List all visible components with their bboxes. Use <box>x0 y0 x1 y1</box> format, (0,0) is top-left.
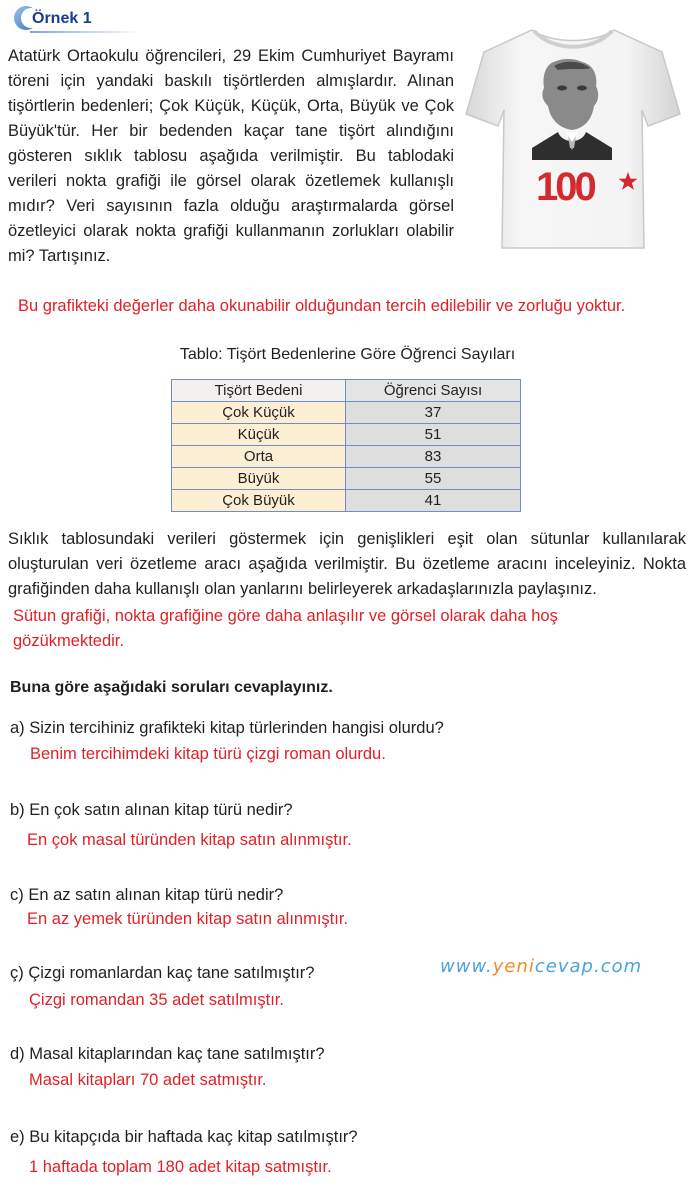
answer-e: 1 haftada toplam 180 adet kitap satmıştır. <box>29 1158 332 1176</box>
count-cell: 51 <box>346 424 521 446</box>
count-cell: 83 <box>346 446 521 468</box>
answer-c: En az yemek türünden kitap satın alınmıştır. <box>27 910 348 928</box>
tshirt-image <box>462 22 684 254</box>
header-count: Öğrenci Sayısı <box>346 380 521 402</box>
size-cell: Çok Küçük <box>172 402 346 424</box>
size-cell: Orta <box>172 446 346 468</box>
count-cell: 55 <box>346 468 521 490</box>
question-b: b) En çok satın alınan kitap türü nedir? <box>10 801 293 819</box>
question-c: c) En az satın alınan kitap türü nedir? <box>10 886 284 904</box>
table-caption: Tablo: Tişört Bedenlerine Göre Öğrenci Sayıları <box>179 346 516 363</box>
count-cell: 37 <box>346 402 521 424</box>
answer-d: Masal kitapları 70 adet satmıştır. <box>29 1071 267 1089</box>
question-d: d) Masal kitaplarından kaç tane satılmıştır? <box>10 1045 325 1063</box>
watermark: www.yenicevap.com <box>440 956 643 977</box>
svg-text:100: 100 <box>536 165 594 209</box>
answer-a: Benim tercihimdeki kitap türü çizgi roman olurdu. <box>30 745 386 763</box>
answer-1: Bu grafikteki değerler daha okunabilir olduğundan tercih edilebilir ve zorluğu yoktur. <box>18 297 626 315</box>
answer-2: Sütun grafiği, nokta grafiğine göre daha anlaşılır ve görsel olarak daha hoş gözükmektedir. <box>13 607 558 650</box>
header-rule <box>30 31 140 33</box>
size-cell: Çok Büyük <box>172 490 346 512</box>
size-cell: Küçük <box>172 424 346 446</box>
questions-heading: Buna göre aşağıdaki soruları cevaplayınız. <box>10 679 333 696</box>
size-cell: Büyük <box>172 468 346 490</box>
table-row <box>172 446 521 468</box>
intro-paragraph: Atatürk Ortaokulu öğrencileri, 29 Ekim Cumhuriyet Bayramı töreni için yandaki baskılı tişörtlerden almışlardır. Alınan tişörtlerin bedenleri; Çok Küçük, Küçük, Orta, Büyük ve Çok Büyük'tür. Her bir bedenden kaçar tane tişört alındığını gösteren sıklık tablosu aşağıda verilmiştir. Bu tablodaki verileri nokta grafiği ile görsel olarak özetlemek kullanışlı mıdır? Veri sayısının fazla olduğu araştırmalarda görsel özetleyici olarak nokta grafiği kullanmanın zorlukları olabilir mi? Tartışınız. <box>8 47 454 265</box>
example-title: Örnek 1 <box>32 10 92 27</box>
answer-b: En çok masal türünden kitap satın alınmıştır. <box>27 831 352 849</box>
count-cell: 41 <box>346 490 521 512</box>
frequency-table <box>171 379 521 512</box>
table-row <box>172 402 521 424</box>
description-paragraph: Sıklık tablosundaki verileri göstermek için genişlikleri eşit olan sütunlar kullanılarak oluşturulan veri özetleme aracı aşağıda verilmiştir. Bu özetleme aracını inceleyiniz. Nokta grafiğinden daha kullanışlı olan yanlarını belirleyerek arkadaşlarınızla paylaşınız. <box>8 530 686 598</box>
question-e: e) Bu kitapçıda bir haftada kaç kitap satılmıştır? <box>10 1128 358 1146</box>
table-header-row <box>172 380 521 402</box>
header-size: Tişört Bedeni <box>172 380 346 402</box>
question-cc: ç) Çizgi romanlardan kaç tane satılmıştır? <box>10 964 315 982</box>
question-a: a) Sizin tercihiniz grafikteki kitap türlerinden hangisi olurdu? <box>10 719 444 737</box>
table-row <box>172 468 521 490</box>
table-row <box>172 424 521 446</box>
answer-cc: Çizgi romandan 35 adet satılmıştır. <box>29 991 284 1009</box>
example-header <box>12 4 152 32</box>
table-row <box>172 490 521 512</box>
